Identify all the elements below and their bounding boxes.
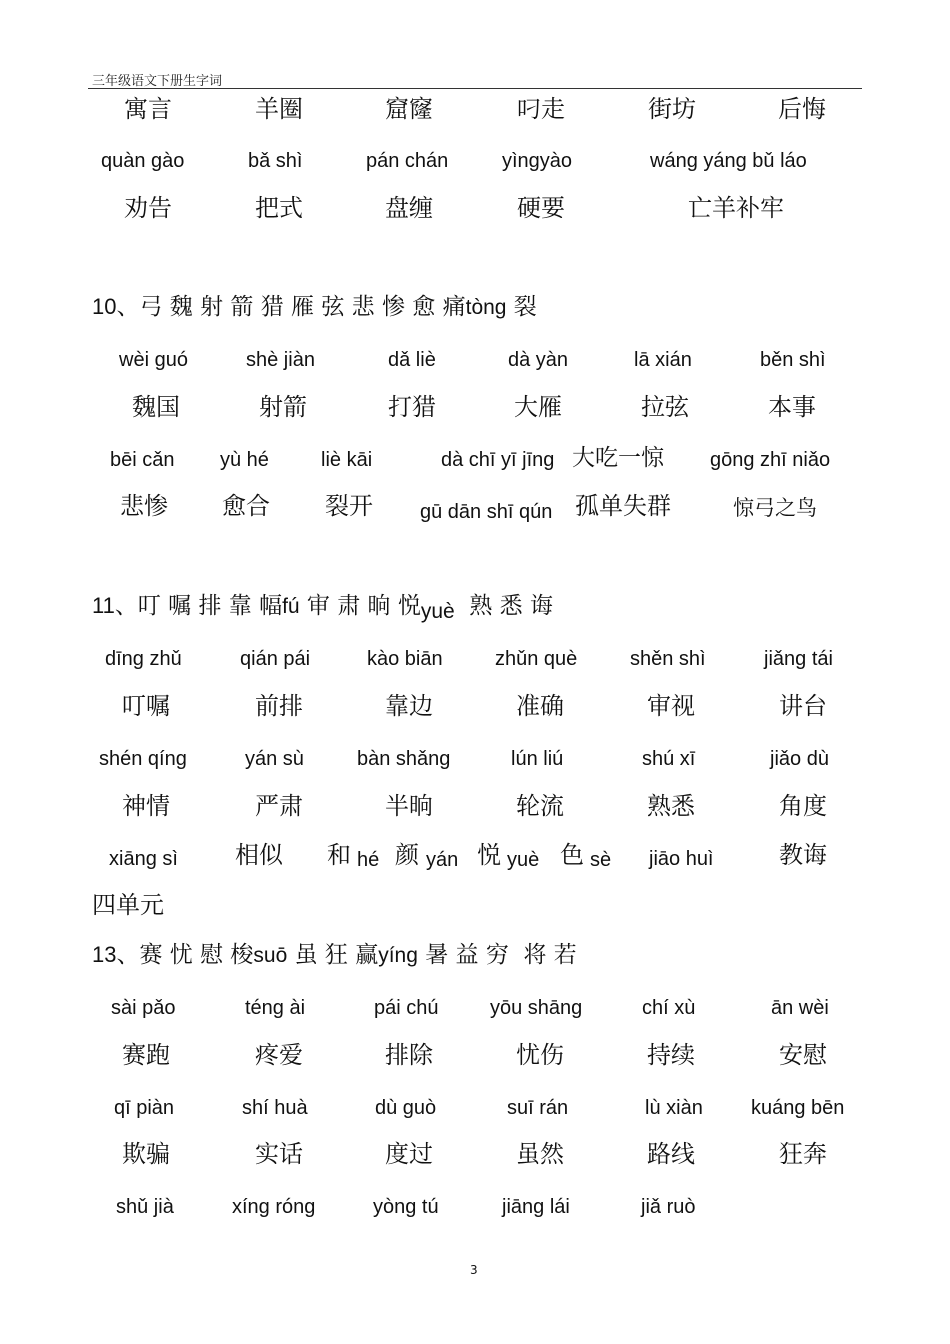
pinyin: shè jiàn bbox=[246, 349, 315, 371]
word: 审视 bbox=[647, 692, 695, 720]
char: 弓 bbox=[139, 294, 163, 320]
word: 忧伤 bbox=[516, 1041, 564, 1069]
char: 梭 bbox=[230, 942, 254, 968]
char: 慰 bbox=[200, 942, 224, 968]
pinyin: jiāng lái bbox=[502, 1196, 570, 1218]
word: 把式 bbox=[255, 194, 303, 222]
char: 靠 bbox=[228, 593, 252, 619]
pinyin: dà yàn bbox=[508, 349, 569, 371]
word: 悲惨 bbox=[120, 492, 168, 520]
pinyin: dǎ liè bbox=[388, 349, 436, 371]
word: 窟窿 bbox=[385, 95, 433, 123]
char: 箭 bbox=[230, 294, 254, 320]
pinyin: suō bbox=[253, 944, 288, 967]
word: 惊弓之鸟 bbox=[733, 496, 817, 520]
pinyin: bǎ shì bbox=[248, 150, 303, 172]
separator: 、 bbox=[116, 942, 140, 968]
word: 大雁 bbox=[514, 393, 562, 421]
word: 叼走 bbox=[517, 95, 565, 123]
pinyin: shú xī bbox=[642, 748, 696, 770]
char: 和 bbox=[327, 841, 351, 869]
word: 本事 bbox=[768, 393, 816, 421]
word: 相似 bbox=[235, 841, 283, 869]
pinyin: shí huà bbox=[242, 1097, 308, 1119]
pinyin: yìngyào bbox=[502, 150, 573, 172]
pinyin: běn shì bbox=[760, 349, 826, 371]
lesson-13-heading bbox=[92, 944, 577, 967]
pinyin: fú bbox=[282, 595, 300, 618]
char: 悲 bbox=[351, 294, 375, 320]
pinyin: yuè bbox=[507, 849, 540, 871]
pinyin: jiǎo dù bbox=[770, 748, 829, 770]
char: 穷 bbox=[485, 942, 509, 968]
char: 熟 bbox=[469, 593, 493, 619]
pinyin: shěn shì bbox=[630, 648, 706, 670]
pinyin: yínɡ bbox=[378, 944, 418, 967]
char: 猎 bbox=[260, 294, 284, 320]
pinyin: yōu shāng bbox=[490, 997, 583, 1019]
pinyin: bàn shǎng bbox=[357, 748, 451, 770]
char: 诲 bbox=[529, 593, 553, 619]
lesson-10-heading bbox=[92, 296, 537, 319]
pinyin: lún liú bbox=[511, 748, 564, 770]
word: 教诲 bbox=[779, 841, 827, 869]
word: 排除 bbox=[385, 1041, 433, 1069]
char: 色 bbox=[560, 841, 584, 869]
word: 叮嘱 bbox=[122, 692, 170, 720]
word: 硬要 bbox=[517, 194, 565, 222]
separator: 、 bbox=[114, 593, 138, 619]
char: 审 bbox=[306, 593, 330, 619]
word: 神情 bbox=[122, 792, 170, 820]
pinyin: xíng róng bbox=[232, 1196, 316, 1218]
page-header-title: 三年级语文下册生字词 bbox=[92, 74, 223, 89]
header-rule bbox=[88, 88, 862, 89]
char: 颜 bbox=[395, 841, 419, 869]
lesson-number: 11 bbox=[92, 593, 115, 618]
word: 羊圈 bbox=[255, 95, 303, 123]
word: 路线 bbox=[647, 1140, 695, 1168]
word: 讲台 bbox=[779, 692, 827, 720]
char: 虽 bbox=[294, 942, 318, 968]
word: 大吃一惊 bbox=[572, 445, 664, 471]
pinyin: yuè bbox=[420, 600, 455, 623]
pinyin: pán chán bbox=[366, 150, 449, 172]
word: 半晌 bbox=[385, 792, 433, 820]
word: 角度 bbox=[779, 792, 827, 820]
word: 射箭 bbox=[259, 393, 307, 421]
char: 痛 bbox=[442, 294, 466, 320]
word: 轮流 bbox=[516, 792, 564, 820]
word: 后悔 bbox=[778, 95, 826, 123]
word: 盘缠 bbox=[385, 194, 433, 222]
lesson-number: 13 bbox=[92, 942, 117, 967]
pinyin: pái chú bbox=[374, 997, 439, 1019]
char: 忧 bbox=[169, 942, 193, 968]
char: 魏 bbox=[169, 294, 193, 320]
pinyin: kuáng bēn bbox=[751, 1097, 845, 1119]
pinyin: lā xián bbox=[634, 349, 692, 371]
char: 悦 bbox=[397, 593, 421, 619]
word: 孤单失群 bbox=[575, 492, 671, 520]
char: 裂 bbox=[513, 294, 537, 320]
word: 赛跑 bbox=[122, 1041, 170, 1069]
word: 安慰 bbox=[779, 1041, 827, 1069]
word: 打猎 bbox=[388, 393, 436, 421]
word: 度过 bbox=[385, 1140, 433, 1168]
pinyin: wèi guó bbox=[119, 349, 188, 371]
word: 拉弦 bbox=[641, 393, 689, 421]
pinyin: dù guò bbox=[375, 1097, 437, 1119]
word: 实话 bbox=[255, 1140, 303, 1168]
char: 幅 bbox=[259, 593, 283, 619]
word: 寓言 bbox=[124, 95, 172, 123]
pinyin: hé bbox=[357, 849, 380, 871]
char: 排 bbox=[198, 593, 222, 619]
pinyin: chí xù bbox=[642, 997, 696, 1019]
word: 准确 bbox=[516, 692, 564, 720]
pinyin: téng ài bbox=[245, 997, 306, 1019]
char: 肃 bbox=[337, 593, 361, 619]
lesson-number: 10 bbox=[92, 294, 117, 319]
char: 赢 bbox=[355, 942, 379, 968]
pinyin: ān wèi bbox=[771, 997, 829, 1019]
pinyin: shǔ jià bbox=[116, 1196, 174, 1218]
word: 街坊 bbox=[648, 95, 696, 123]
pinyin: tònɡ bbox=[465, 296, 507, 319]
unit-heading: 四单元 bbox=[92, 891, 164, 919]
lesson-11-heading bbox=[92, 593, 553, 623]
pinyin: yán bbox=[426, 849, 459, 871]
char: 悦 bbox=[477, 841, 501, 869]
pinyin: shén qíng bbox=[99, 748, 187, 770]
pinyin: qián pái bbox=[240, 648, 311, 670]
pinyin: jiāo huì bbox=[649, 848, 714, 870]
word: 虽然 bbox=[516, 1140, 564, 1168]
word: 靠边 bbox=[385, 692, 433, 720]
pinyin: zhǔn què bbox=[495, 648, 578, 670]
pinyin: yù hé bbox=[220, 449, 269, 471]
pinyin: jiǎ ruò bbox=[641, 1196, 696, 1218]
pinyin: gū dān shī qún bbox=[420, 501, 553, 523]
word: 前排 bbox=[255, 692, 303, 720]
page-number: 3 bbox=[470, 1263, 478, 1277]
pinyin: liè kāi bbox=[321, 449, 373, 471]
pinyin: suī rán bbox=[507, 1097, 569, 1119]
word: 劝告 bbox=[124, 194, 172, 222]
pinyin: yán sù bbox=[245, 748, 304, 770]
word: 魏国 bbox=[132, 393, 180, 421]
char: 赛 bbox=[139, 942, 163, 968]
char: 益 bbox=[455, 942, 479, 968]
word: 亡羊补牢 bbox=[688, 194, 784, 222]
pinyin: xiāng sì bbox=[109, 848, 178, 870]
char: 弦 bbox=[321, 294, 345, 320]
pinyin: dīng zhǔ bbox=[105, 648, 182, 670]
pinyin: qī piàn bbox=[114, 1097, 175, 1119]
char: 叮 bbox=[137, 593, 161, 619]
pinyin: sài pǎo bbox=[111, 997, 176, 1019]
char: 若 bbox=[553, 942, 577, 968]
word: 狂奔 bbox=[779, 1140, 827, 1168]
char: 暑 bbox=[425, 942, 449, 968]
pinyin: wáng yáng bǔ láo bbox=[650, 150, 807, 172]
pinyin: gōng zhī niǎo bbox=[710, 449, 831, 471]
char: 射 bbox=[200, 294, 224, 320]
char: 悉 bbox=[499, 593, 523, 619]
word: 严肃 bbox=[255, 792, 303, 820]
word: 熟悉 bbox=[647, 792, 695, 820]
word: 疼爱 bbox=[255, 1041, 303, 1069]
pinyin: jiǎng tái bbox=[764, 648, 833, 670]
pinyin: quàn gào bbox=[101, 150, 185, 172]
char: 愈 bbox=[412, 294, 436, 320]
pinyin: yòng tú bbox=[373, 1196, 439, 1218]
pinyin: lù xiàn bbox=[645, 1097, 703, 1119]
word: 裂开 bbox=[325, 492, 373, 520]
separator: 、 bbox=[116, 294, 140, 320]
pinyin: dà chī yī jīng bbox=[441, 449, 555, 471]
char: 雁 bbox=[291, 294, 315, 320]
char: 晌 bbox=[367, 593, 391, 619]
word: 持续 bbox=[647, 1041, 695, 1069]
char: 狂 bbox=[324, 942, 348, 968]
char: 嘱 bbox=[168, 593, 192, 619]
word: 欺骗 bbox=[122, 1140, 170, 1168]
pinyin: sè bbox=[590, 849, 612, 871]
pinyin: kào biān bbox=[367, 648, 443, 670]
char: 将 bbox=[523, 942, 547, 968]
pinyin: bēi cǎn bbox=[110, 449, 175, 471]
char: 惨 bbox=[381, 294, 405, 320]
word: 愈合 bbox=[222, 492, 270, 520]
